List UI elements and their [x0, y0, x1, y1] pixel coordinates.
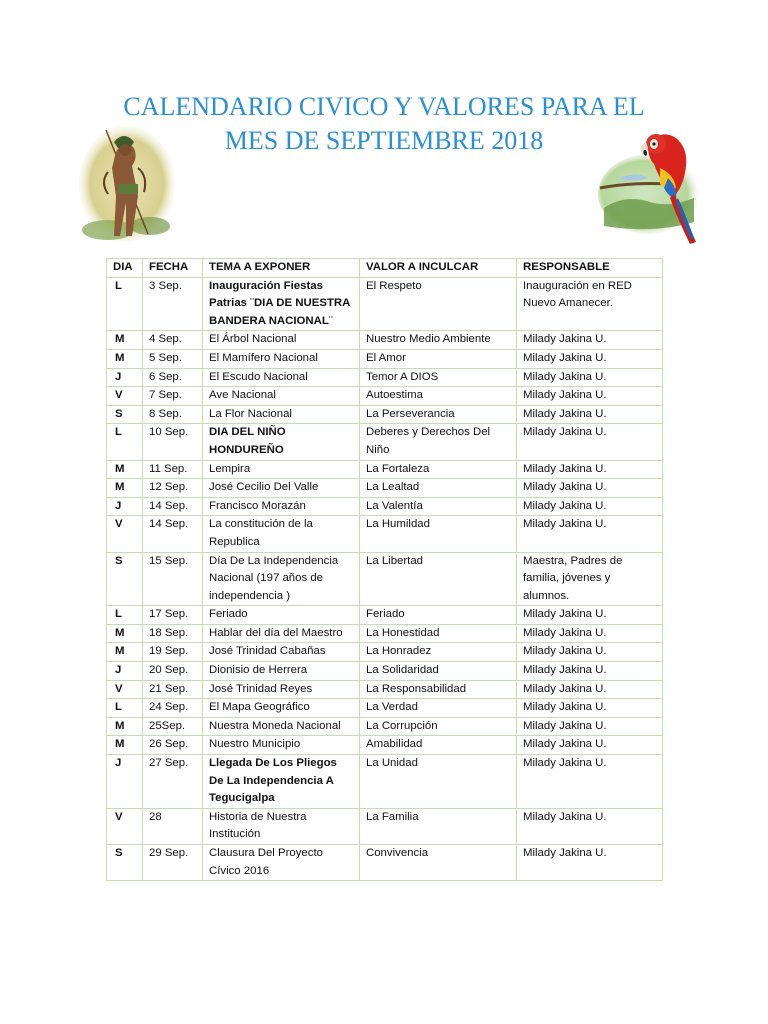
cell-dia: V — [107, 808, 143, 844]
table-row — [107, 387, 663, 406]
cell-tema: Historia de Nuestra Institución — [203, 808, 360, 844]
cell-dia: M — [107, 331, 143, 350]
cell-valor: La Perseverancia — [360, 405, 517, 424]
header-tema: TEMA A EXPONER — [203, 259, 360, 278]
cell-dia: L — [107, 606, 143, 625]
cell-tema: José Trinidad Cabañas — [203, 643, 360, 662]
cell-responsable: Milady Jakina U. — [517, 460, 663, 479]
cell-dia: J — [107, 497, 143, 516]
cell-valor: La Libertad — [360, 552, 517, 606]
cell-fecha: 11 Sep. — [143, 460, 203, 479]
table-row — [107, 460, 663, 479]
cell-responsable: Milady Jakina U. — [517, 405, 663, 424]
warrior-illustration — [78, 122, 176, 244]
cell-responsable: Milady Jakina U. — [517, 643, 663, 662]
table-row — [107, 845, 663, 881]
cell-dia: J — [107, 662, 143, 681]
calendar-table — [106, 258, 663, 881]
cell-valor: Amabilidad — [360, 736, 517, 755]
cell-fecha: 28 — [143, 808, 203, 844]
cell-tema: Ave Nacional — [203, 387, 360, 406]
cell-valor: Convivencia — [360, 845, 517, 881]
cell-tema: Dionisio de Herrera — [203, 662, 360, 681]
cell-responsable: Milady Jakina U. — [517, 331, 663, 350]
cell-responsable: Milady Jakina U. — [517, 624, 663, 643]
cell-responsable: Milady Jakina U. — [517, 497, 663, 516]
cell-valor: La Lealtad — [360, 479, 517, 498]
cell-tema: El Mamífero Nacional — [203, 349, 360, 368]
cell-tema: Nuestro Municipio — [203, 736, 360, 755]
cell-fecha: 6 Sep. — [143, 368, 203, 387]
cell-tema: La Flor Nacional — [203, 405, 360, 424]
cell-fecha: 8 Sep. — [143, 405, 203, 424]
header-dia: DIA — [107, 259, 143, 278]
header-fecha: FECHA — [143, 259, 203, 278]
cell-tema: Llegada De Los Pliegos De La Independencia A Tegucigalpa — [203, 755, 360, 809]
cell-valor: Nuestro Medio Ambiente — [360, 331, 517, 350]
cell-fecha: 27 Sep. — [143, 755, 203, 809]
cell-responsable: Maestra, Padres de familia, jóvenes y alumnos. — [517, 552, 663, 606]
cell-fecha: 7 Sep. — [143, 387, 203, 406]
cell-tema: El Árbol Nacional — [203, 331, 360, 350]
cell-fecha: 14 Sep. — [143, 516, 203, 552]
table-row — [107, 368, 663, 387]
table-row — [107, 680, 663, 699]
cell-fecha: 14 Sep. — [143, 497, 203, 516]
cell-responsable: Milady Jakina U. — [517, 680, 663, 699]
page-title — [100, 90, 668, 158]
table-row — [107, 497, 663, 516]
cell-responsable: Milady Jakina U. — [517, 479, 663, 498]
cell-tema: Nuestra Moneda Nacional — [203, 717, 360, 736]
cell-dia: M — [107, 736, 143, 755]
cell-dia: M — [107, 349, 143, 368]
macaw-illustration — [598, 124, 714, 244]
cell-valor: La Fortaleza — [360, 460, 517, 479]
cell-tema: José Trinidad Reyes — [203, 680, 360, 699]
cell-valor: Autoestima — [360, 387, 517, 406]
cell-dia: L — [107, 277, 143, 331]
cell-fecha: 29 Sep. — [143, 845, 203, 881]
cell-tema: Francisco Morazán — [203, 497, 360, 516]
table-row — [107, 624, 663, 643]
table-row — [107, 331, 663, 350]
cell-fecha: 15 Sep. — [143, 552, 203, 606]
cell-valor: La Honestidad — [360, 624, 517, 643]
cell-valor: La Familia — [360, 808, 517, 844]
cell-responsable: Milady Jakina U. — [517, 755, 663, 809]
cell-tema: Clausura Del Proyecto Cívico 2016 — [203, 845, 360, 881]
cell-tema: DIA DEL NIÑO HONDUREÑO — [203, 424, 360, 460]
table-row — [107, 606, 663, 625]
table-row — [107, 405, 663, 424]
cell-dia: L — [107, 424, 143, 460]
table-row — [107, 349, 663, 368]
cell-valor: La Valentía — [360, 497, 517, 516]
cell-tema: José Cecilio Del Valle — [203, 479, 360, 498]
cell-fecha: 10 Sep. — [143, 424, 203, 460]
cell-fecha: 26 Sep. — [143, 736, 203, 755]
cell-valor: Deberes y Derechos Del Niño — [360, 424, 517, 460]
cell-responsable: Inauguración en RED Nuevo Amanecer. — [517, 277, 663, 331]
cell-responsable: Milady Jakina U. — [517, 736, 663, 755]
cell-responsable: Milady Jakina U. — [517, 349, 663, 368]
cell-responsable: Milady Jakina U. — [517, 662, 663, 681]
cell-valor: La Corrupción — [360, 717, 517, 736]
table-row — [107, 755, 663, 809]
table-row — [107, 424, 663, 460]
cell-fecha: 18 Sep. — [143, 624, 203, 643]
cell-dia: S — [107, 552, 143, 606]
table-row — [107, 516, 663, 552]
cell-valor: La Solidaridad — [360, 662, 517, 681]
cell-tema: El Mapa Geográfico — [203, 699, 360, 718]
cell-responsable: Milady Jakina U. — [517, 424, 663, 460]
cell-valor: Temor A DIOS — [360, 368, 517, 387]
cell-fecha: 4 Sep. — [143, 331, 203, 350]
cell-fecha: 19 Sep. — [143, 643, 203, 662]
cell-fecha: 21 Sep. — [143, 680, 203, 699]
table-row — [107, 552, 663, 606]
table-header-row — [107, 259, 663, 278]
cell-dia: V — [107, 516, 143, 552]
table-row — [107, 736, 663, 755]
table-body — [107, 277, 663, 881]
cell-tema: Hablar del día del Maestro — [203, 624, 360, 643]
cell-responsable: Milady Jakina U. — [517, 368, 663, 387]
cell-dia: J — [107, 755, 143, 809]
cell-dia: M — [107, 717, 143, 736]
cell-responsable: Milady Jakina U. — [517, 845, 663, 881]
cell-responsable: Milady Jakina U. — [517, 606, 663, 625]
cell-dia: M — [107, 460, 143, 479]
cell-dia: M — [107, 624, 143, 643]
cell-fecha: 12 Sep. — [143, 479, 203, 498]
cell-responsable: Milady Jakina U. — [517, 516, 663, 552]
cell-valor: La Honradez — [360, 643, 517, 662]
cell-valor: El Respeto — [360, 277, 517, 331]
table-row — [107, 808, 663, 844]
cell-dia: V — [107, 680, 143, 699]
cell-tema: Lempira — [203, 460, 360, 479]
table-row — [107, 479, 663, 498]
cell-responsable: Milady Jakina U. — [517, 808, 663, 844]
cell-responsable: Milady Jakina U. — [517, 387, 663, 406]
header-valor: VALOR A INCULCAR — [360, 259, 517, 278]
cell-valor: La Humildad — [360, 516, 517, 552]
table-row — [107, 717, 663, 736]
cell-dia: M — [107, 643, 143, 662]
cell-valor: Feriado — [360, 606, 517, 625]
cell-valor: La Responsabilidad — [360, 680, 517, 699]
header-responsable: RESPONSABLE — [517, 259, 663, 278]
cell-dia: M — [107, 479, 143, 498]
cell-tema: Inauguración Fiestas Patrias ¨DIA DE NUESTRA BANDERA NACIONAL¨ — [203, 277, 360, 331]
table-row — [107, 277, 663, 331]
cell-valor: El Amor — [360, 349, 517, 368]
table-row — [107, 643, 663, 662]
cell-responsable: Milady Jakina U. — [517, 699, 663, 718]
cell-dia: V — [107, 387, 143, 406]
cell-valor: La Verdad — [360, 699, 517, 718]
cell-tema: La constitución de la Republica — [203, 516, 360, 552]
title-line-1: CALENDARIO CIVICO Y VALORES PARA EL — [123, 92, 645, 121]
cell-dia: L — [107, 699, 143, 718]
cell-tema: Día De La Independencia Nacional (197 años de independencia ) — [203, 552, 360, 606]
cell-tema: Feriado — [203, 606, 360, 625]
cell-tema: El Escudo Nacional — [203, 368, 360, 387]
title-line-2: MES DE SEPTIEMBRE 2018 — [224, 126, 544, 155]
cell-responsable: Milady Jakina U. — [517, 717, 663, 736]
cell-fecha: 20 Sep. — [143, 662, 203, 681]
cell-fecha: 25Sep. — [143, 717, 203, 736]
cell-fecha: 5 Sep. — [143, 349, 203, 368]
cell-valor: La Unidad — [360, 755, 517, 809]
cell-fecha: 17 Sep. — [143, 606, 203, 625]
cell-dia: J — [107, 368, 143, 387]
cell-dia: S — [107, 405, 143, 424]
table-row — [107, 699, 663, 718]
cell-dia: S — [107, 845, 143, 881]
cell-fecha: 3 Sep. — [143, 277, 203, 331]
table-row — [107, 662, 663, 681]
cell-fecha: 24 Sep. — [143, 699, 203, 718]
